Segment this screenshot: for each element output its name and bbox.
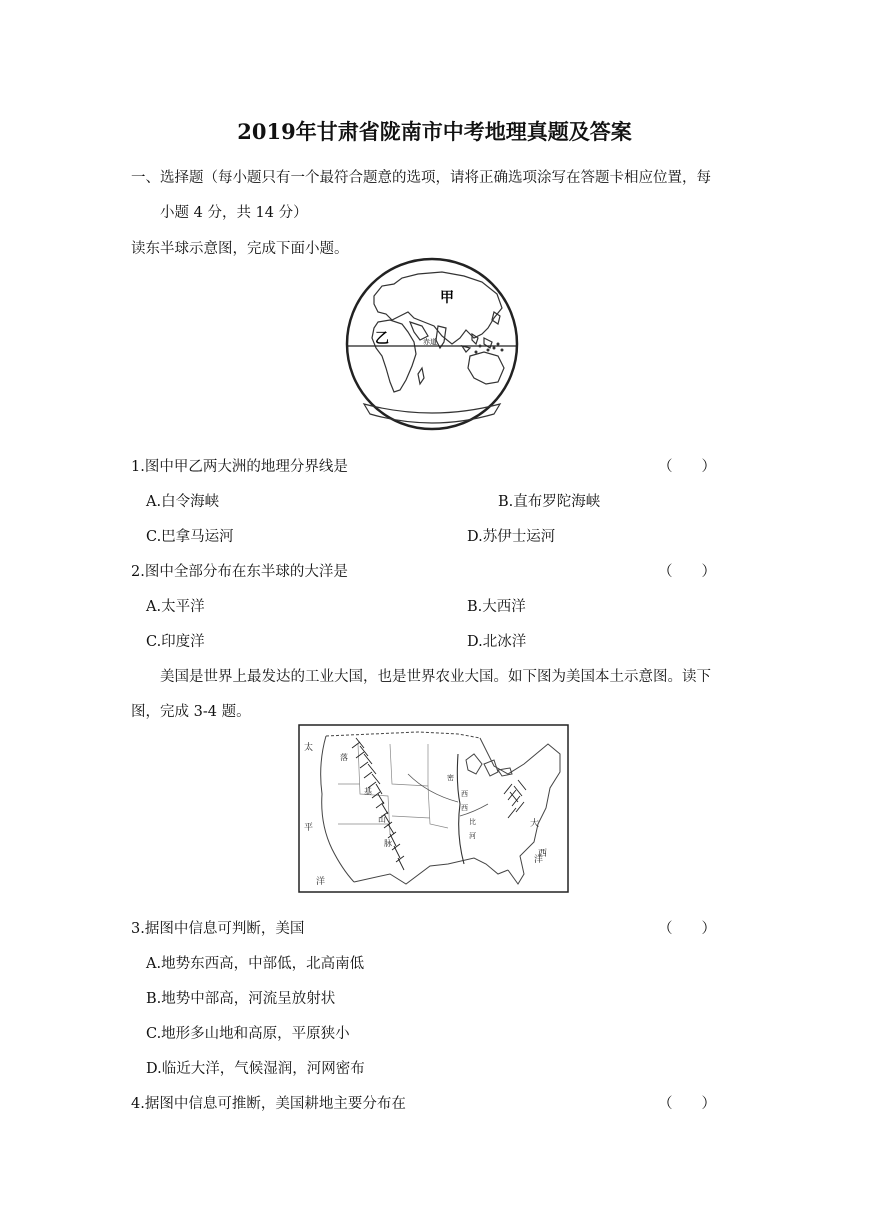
label-atlantic-3: 洋 [534, 855, 544, 865]
question-4-answer-paren: （ ） [658, 1096, 716, 1112]
intro-text-2: 美国是世界上最发达的工业大国，也是世界农业大国。如下图为美国本土示意图。读下 [160, 669, 711, 685]
label-equator: 赤道 [423, 338, 437, 346]
label-pacific-3: 洋 [316, 877, 326, 887]
question-1-option-b: B.直布罗陀海峡 [498, 494, 601, 510]
label-atlantic-2: 西 [538, 849, 548, 859]
label-rockies-3: 山 [378, 815, 386, 824]
eastern-hemisphere-map [342, 256, 524, 436]
question-1-stem: 1.图中甲乙两大洲的地理分界线是 [131, 459, 348, 475]
question-1-option-d: D.苏伊士运河 [467, 529, 556, 545]
question-3-option-b: B.地势中部高，河流呈放射状 [146, 991, 336, 1007]
question-4-stem: 4.据图中信息可推断，美国耕地主要分布在 [131, 1096, 406, 1112]
question-1-option-c: C.巴拿马运河 [146, 529, 234, 545]
label-rockies-1: 落 [340, 753, 348, 762]
question-1-answer-paren: （ ） [658, 459, 716, 475]
question-3-stem: 3.据图中信息可判断，美国 [131, 921, 305, 937]
section-heading-cont: 小题 4 分，共 14 分） [160, 205, 308, 221]
question-2-answer-paren: （ ） [658, 564, 716, 580]
label-mississippi-2: 西 [461, 790, 468, 798]
section-heading: 一、选择题（每小题只有一个最符合题意的选项，请将正确选项涂写在答题卡相应位置，每 [131, 170, 711, 186]
label-pacific-1: 太 [304, 743, 314, 753]
question-1-option-a: A.白令海峡 [146, 494, 220, 510]
usa-mainland-map [298, 724, 569, 894]
label-mississippi-1: 密 [447, 774, 454, 782]
label-pacific-2: 平 [304, 823, 314, 833]
intro-text-2-cont: 图，完成 3-4 题。 [131, 704, 251, 720]
label-yi: 乙 [375, 331, 389, 347]
question-3-answer-paren: （ ） [658, 921, 716, 937]
label-atlantic-1: 大 [530, 819, 540, 829]
question-2-stem: 2.图中全部分布在东半球的大洋是 [131, 564, 348, 580]
question-3-option-a: A.地势东西高，中部低，北高南低 [146, 956, 365, 972]
label-mississippi-5: 河 [469, 832, 476, 840]
label-rockies-2: 基 [364, 787, 372, 796]
intro-text-1: 读东半球示意图，完成下面小题。 [131, 241, 349, 257]
question-2-option-b: B.大西洋 [467, 599, 526, 615]
question-2-option-c: C.印度洋 [146, 634, 205, 650]
label-jia: 甲 [440, 290, 454, 306]
question-3-option-c: C.地形多山地和高原，平原狭小 [146, 1026, 350, 1042]
question-2-option-d: D.北冰洋 [467, 634, 527, 650]
document-title: 2019年甘肃省陇南市中考地理真题及答案 [237, 119, 632, 144]
label-mississippi-4: 比 [469, 818, 476, 826]
label-mississippi-3: 西 [461, 804, 468, 812]
label-rockies-4: 脉 [384, 839, 392, 848]
question-3-option-d: D.临近大洋，气候湿润，河网密布 [146, 1061, 365, 1077]
question-2-option-a: A.太平洋 [146, 599, 205, 615]
